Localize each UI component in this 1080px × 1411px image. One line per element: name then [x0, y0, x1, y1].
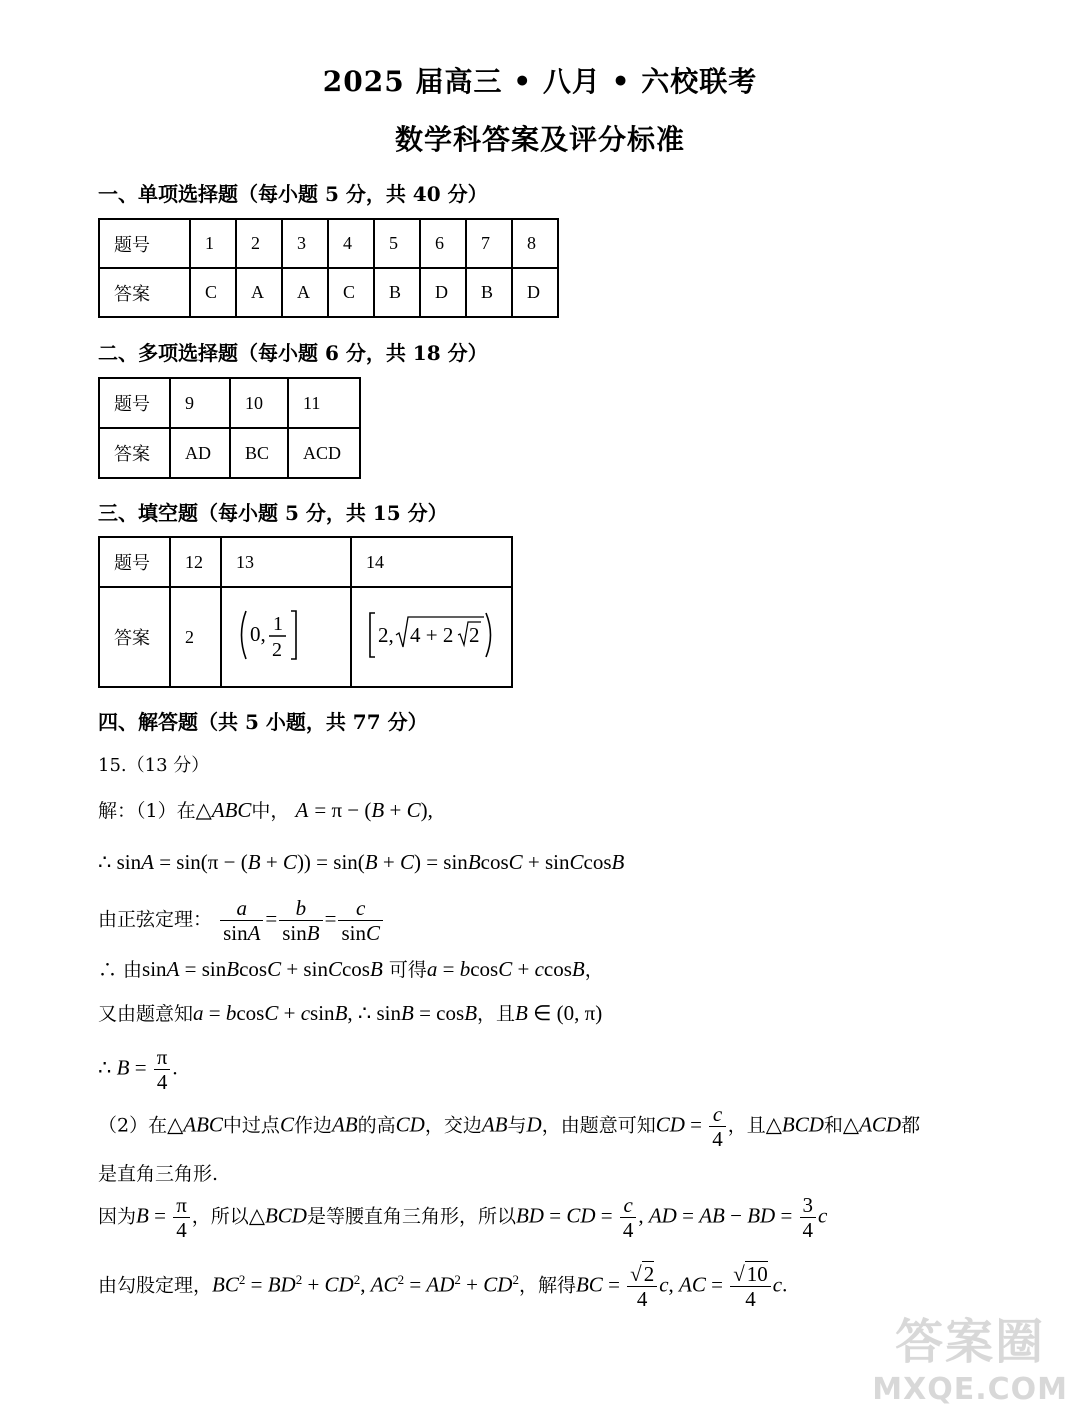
svg-text:2,: 2, [378, 622, 394, 647]
svg-text:0,: 0, [250, 621, 266, 646]
solution-line-2: ∴ sinA = sin(π − (B + C)) = sin(B + C) = sinBcosC + sinCcosB [98, 850, 625, 874]
table-cell: C [190, 268, 236, 317]
answer-key-title: 数学科答案及评分标准 [394, 123, 685, 156]
table-cell: A [282, 268, 328, 317]
table-cell: 4 [328, 219, 374, 268]
table-cell: 2 [236, 219, 282, 268]
svg-text:2: 2 [272, 638, 282, 661]
solution-line-10: 由勾股定理，$BC^2 = BD^2 + CD^2$, $AC^2 = AD^2 + CD^2$，解得BC = $\frac{√2}{4}$ c, AC = $\frac{√10}{4}$ c. [98, 1262, 788, 1311]
table-cell: 2 [170, 587, 221, 687]
solution-line-3: 由正弦定理： $\frac{a}{\sin A}$ = $\frac{b}{\sin B}$ = $\frac{c}{\sin C}$ [98, 896, 385, 945]
interval-0-to-half [236, 605, 306, 665]
table-cell: 8 [512, 219, 558, 268]
svg-text:4 + 2: 4 + 2 [410, 622, 454, 647]
row-label-answer: 答案 [99, 268, 190, 317]
section3-heading: 三、填空题（每小题 5 分，共 15 分） [98, 501, 448, 525]
table-cell: 1 [190, 219, 236, 268]
table-cell: 11 [288, 378, 360, 428]
solution-line-9: 因为B = $\frac{\pi}{4}$ ，所以△BCD是等腰直角三角形，所以BD = CD = $\frac{c}{4}$ , AD = AB − BD = $\frac{3}{4}$ c [98, 1193, 828, 1242]
table-cell-answer-13 [221, 587, 351, 687]
table-cell: 13 [221, 537, 351, 587]
table-cell: B [374, 268, 420, 317]
table-cell: 5 [374, 219, 420, 268]
section4-heading: 四、解答题（共 5 小题，共 77 分） [98, 710, 428, 734]
section2-heading: 二、多项选择题（每小题 6 分，共 18 分） [98, 341, 488, 365]
solution-line-1: 解：（1）在△ABC中， A = π − (B + C), [98, 798, 433, 822]
watermark-logo: 答案圈 MXQE.COM [872, 1314, 1068, 1407]
table-cell: 6 [420, 219, 466, 268]
row-label-answer: 答案 [99, 428, 170, 478]
svg-text:2: 2 [469, 622, 480, 647]
section1-heading: 一、单项选择题（每小题 5 分，共 40 分） [98, 182, 488, 206]
table-cell-answer-14 [351, 587, 512, 687]
section2-table [98, 377, 361, 479]
solution-line-8: 是直角三角形. [98, 1163, 219, 1185]
svg-text:1: 1 [273, 612, 283, 635]
table-cell: 9 [170, 378, 230, 428]
table-cell: 14 [351, 537, 512, 587]
table-cell: 12 [170, 537, 221, 587]
solution-line-6: ∴ B = $\frac{\pi}{4}$ . [98, 1045, 178, 1094]
interval-2-to-sqrt [366, 605, 496, 665]
solution-line-7: （2）在△ABC中过点C作边AB的高CD，交边AB与D，由题意可知CD = $\frac{c}{4}$ ，且△BCD和△ACD都 [98, 1102, 921, 1151]
exam-title: 2025 届高三 • 八月 • 六校联考 [322, 65, 758, 98]
section3-table [98, 536, 513, 688]
table-cell: AD [170, 428, 230, 478]
table-cell: 10 [230, 378, 288, 428]
row-label-answer: 答案 [99, 587, 170, 687]
section1-table [98, 218, 559, 318]
row-label-number: 题号 [99, 378, 170, 428]
row-label-number: 题号 [99, 537, 170, 587]
solution-line-5: 又由题意知a = bcosC + csinB, ∴ sinB = cosB，且B ∈ (0, π) [98, 1001, 603, 1025]
table-cell: C [328, 268, 374, 317]
table-cell: 7 [466, 219, 512, 268]
table-cell: B [466, 268, 512, 317]
table-cell: 3 [282, 219, 328, 268]
solution-line-4: ∴ 由sinA = sinBcosC + sinCcosB 可得a = bcosC + ccosB， [98, 957, 604, 981]
table-cell: D [420, 268, 466, 317]
table-cell: ACD [288, 428, 360, 478]
table-cell: D [512, 268, 558, 317]
question-15-title: 15.（13 分） [98, 755, 210, 776]
table-cell: A [236, 268, 282, 317]
table-cell: BC [230, 428, 288, 478]
row-label-number: 题号 [99, 219, 190, 268]
